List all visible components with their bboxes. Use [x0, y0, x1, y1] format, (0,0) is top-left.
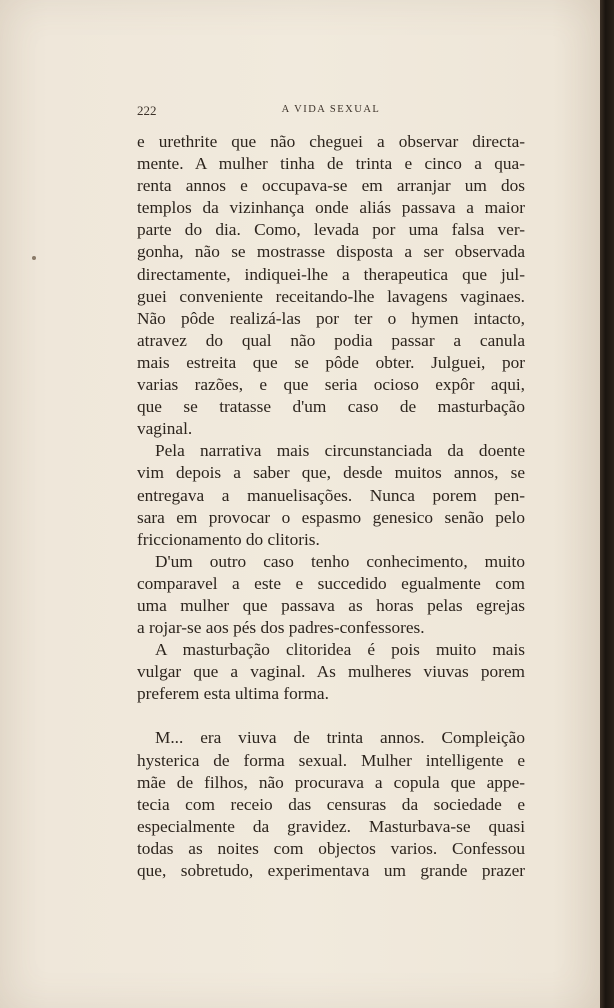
text-line: vim depois a saber que, desde muitos annos, se [137, 463, 525, 483]
text-line: e urethrite que não cheguei a observar directa- [137, 132, 525, 151]
text-line: atravez do qual não podia passar a canula [137, 330, 525, 350]
page-number: 222 [137, 103, 157, 118]
text-line: directamente, indiquei-lhe a therapeutica que jul- [137, 264, 525, 284]
text-line: Pela narrativa mais circunstanciada da doente [155, 441, 525, 461]
text-line: todas as noites com objectos varios. Confessou [137, 838, 525, 858]
text-line: mente. A mulher tinha de trinta e cinco a qua- [137, 154, 525, 174]
text-line: friccionamento do clitoris. [137, 529, 320, 549]
text-line: tecia com receio das censuras da sociedade e [137, 794, 525, 814]
text-line: que, sobretudo, experimentava um grande prazer [137, 861, 525, 880]
text-line: D'um outro caso tenho conhecimento, muito [155, 551, 525, 571]
text-line: mãe de filhos, não procurava a copula que appe- [137, 772, 525, 792]
text-line: vulgar que a vaginal. As mulheres viuvas porem [137, 662, 525, 682]
text-line: sara em provocar o espasmo genesico senão pelo [137, 507, 525, 527]
text-line: a rojar-se aos pés dos padres-confessores. [137, 618, 425, 638]
paper-speck [32, 256, 36, 260]
running-title: A VIDA SEXUAL [281, 104, 381, 115]
text-line: vaginal. [137, 419, 193, 439]
text-line: que se tratasse d'um caso de masturbação [137, 397, 525, 417]
text-line: entregava a manuelisações. Nunca porem pen- [137, 485, 525, 505]
text-line: M... era viuva de trinta annos. Compleição [155, 728, 525, 748]
text-line: uma mulher que passava as horas pelas egrejas [137, 595, 525, 615]
text-line: varias razões, e que seria ocioso expôr aqui, [137, 375, 525, 395]
text-line: guei conveniente receitando-lhe lavagens vaginaes. [137, 286, 525, 306]
text-line: mais estreita que se pôde obter. Julguei, por [137, 352, 525, 372]
text-line: A masturbação clitoridea é pois muito mais [155, 640, 525, 660]
page-edge [600, 0, 614, 1008]
text-line: Não pôde realizá-las por ter o hymen intacto, [137, 308, 525, 328]
text-line: parte do dia. Como, levada por uma falsa ver- [137, 220, 525, 240]
text-line: renta annos e occupava-se em arranjar um dos [137, 176, 525, 196]
section-gap [137, 705, 525, 727]
text-line: preferem esta ultima forma. [137, 684, 329, 704]
page-header [137, 103, 525, 121]
text-line: hysterica de forma sexual. Mulher intelligente e [137, 750, 525, 770]
body-text [137, 131, 525, 882]
text-line: especialmente da gravidez. Masturbava-se quasi [137, 816, 525, 836]
text-line: gonha, não se mostrasse disposta a ser observada [137, 242, 525, 262]
text-line: comparavel a este e succedido egualmente com [137, 573, 525, 593]
text-line: templos da vizinhança onde aliás passava a maior [137, 198, 525, 218]
